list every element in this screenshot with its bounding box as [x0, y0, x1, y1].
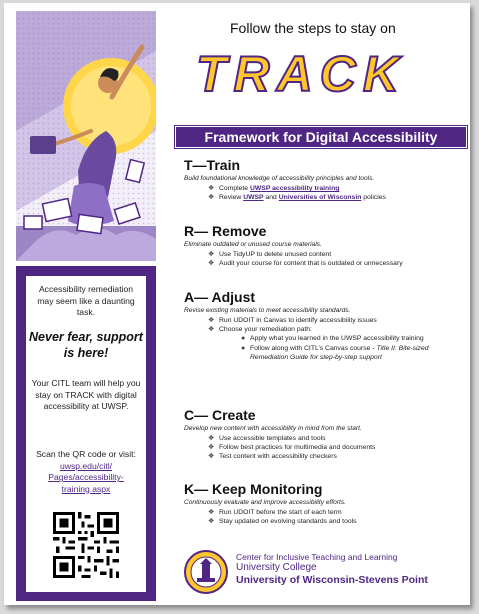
- section-keep-monitoring: [184, 481, 466, 526]
- list-item: ❖ Use TidyUP to delete unused content: [208, 251, 332, 258]
- uwsp-policy-link[interactable]: UWSP: [243, 194, 264, 202]
- section-create: [184, 407, 466, 462]
- bullet-icon: ❖: [208, 444, 215, 452]
- section-title: R— Remove: [184, 223, 267, 239]
- never-fear-heading: Never fear, support is here!: [29, 330, 143, 360]
- flyer-page: [4, 3, 470, 605]
- list-item: ❖ Complete UWSP accessibility training: [208, 185, 340, 192]
- bullet-icon: ❖: [208, 251, 215, 258]
- track-title: TRACK: [196, 46, 406, 102]
- section-title: T—Train: [184, 157, 241, 173]
- section-title: K— Keep Monitoring: [184, 481, 323, 497]
- footer-university-name: University of Wisconsin-Stevens Point: [236, 574, 428, 586]
- footer-college-name: University College: [236, 562, 317, 573]
- footer-text: [236, 552, 428, 587]
- support-card: [26, 276, 146, 592]
- sub-list-item: ● Follow along with CITL’s Canvas course - Title II: Bite-sized Remediation Guide for step-by-step support: [241, 344, 429, 361]
- team-text: Your CITL team will help you stay on TRACK with digital accessibility at UWSP.: [31, 378, 141, 412]
- hero-illustration: [16, 11, 156, 261]
- bullet-icon: ❖: [208, 509, 215, 516]
- section-desc: Revise existing materials to meet accessibility standards.: [184, 307, 351, 314]
- bullet-icon: ❖: [208, 260, 215, 268]
- list-item: ❖ Test content with accessibility checkers: [208, 453, 337, 461]
- footer-center-name: Center for Inclusive Teaching and Learning: [236, 552, 398, 562]
- intro-text: Accessibility remediation may seem like a daunting task.: [37, 284, 135, 318]
- uwsp-training-link[interactable]: UWSP accessibility training: [249, 185, 340, 192]
- bullet-icon: ❖: [208, 435, 215, 442]
- scan-text: Scan the QR code or visit:: [36, 449, 136, 459]
- section-title: A— Adjust: [184, 289, 256, 305]
- support-panel: [16, 266, 156, 601]
- section-desc: Develop new content with accessibility in mind from the start.: [184, 425, 362, 432]
- bullet-icon: ❖: [208, 453, 215, 461]
- list-item: ❖ Follow best practices for multimedia and documents: [208, 444, 376, 452]
- list-item: ❖ Use accessible templates and tools: [208, 435, 326, 442]
- bullet-icon: ❖: [208, 317, 215, 324]
- scan-block: [30, 449, 142, 495]
- left-column: [16, 11, 156, 601]
- section-title: C— Create: [184, 407, 256, 423]
- section-train: [184, 157, 466, 202]
- list-item: ❖ Run UDOIT before the start of each term: [208, 509, 342, 516]
- section-adjust: [184, 289, 466, 362]
- follow-heading: Follow the steps to stay on: [230, 20, 396, 36]
- bullet-icon: ❖: [208, 194, 215, 202]
- main-content: [168, 3, 468, 605]
- dot-bullet-icon: ●: [241, 335, 246, 343]
- list-item: ❖ Run UDOIT in Canvas to identify accessibility issues: [208, 317, 377, 324]
- qr-code[interactable]: [53, 512, 119, 578]
- bullet-icon: ❖: [208, 326, 215, 334]
- bullet-icon: ❖: [208, 185, 215, 192]
- university-seal-icon: [184, 550, 228, 594]
- section-desc: Eliminate outdated or unused course materials.: [184, 241, 322, 248]
- footer: [184, 550, 466, 594]
- framework-banner: Framework for Digital Accessibility: [176, 127, 466, 147]
- list-item: ❖ Stay updated on evolving standards and tools: [208, 518, 357, 526]
- list-item: ❖ Review UWSP and Universities of Wisconsin policies: [208, 194, 386, 202]
- section-desc: Build foundational knowledge of accessibility principles and tools.: [184, 175, 375, 182]
- bullet-icon: ❖: [208, 518, 215, 526]
- list-item: ❖ Audit your course for content that is outdated or unnecessary: [208, 260, 403, 268]
- section-remove: [184, 223, 466, 268]
- dot-bullet-icon: ●: [241, 344, 246, 352]
- section-desc: Continuously evaluate and improve accessibility efforts.: [184, 499, 346, 506]
- sub-list-item: ● Apply what you learned in the UWSP accessibility training: [241, 335, 424, 343]
- training-url-link[interactable]: uwsp.edu/citl/ Pages/accessibility- training.aspx: [48, 460, 124, 494]
- list-item: ❖ Choose your remediation path: ● Apply what you learned in the UWSP accessibility training ● Follow along with CITL’s Canvas course - Title II: Bite-sized Remediation Guide for step-by-step support: [208, 325, 466, 362]
- uw-policy-link[interactable]: Universities of Wisconsin: [278, 194, 362, 202]
